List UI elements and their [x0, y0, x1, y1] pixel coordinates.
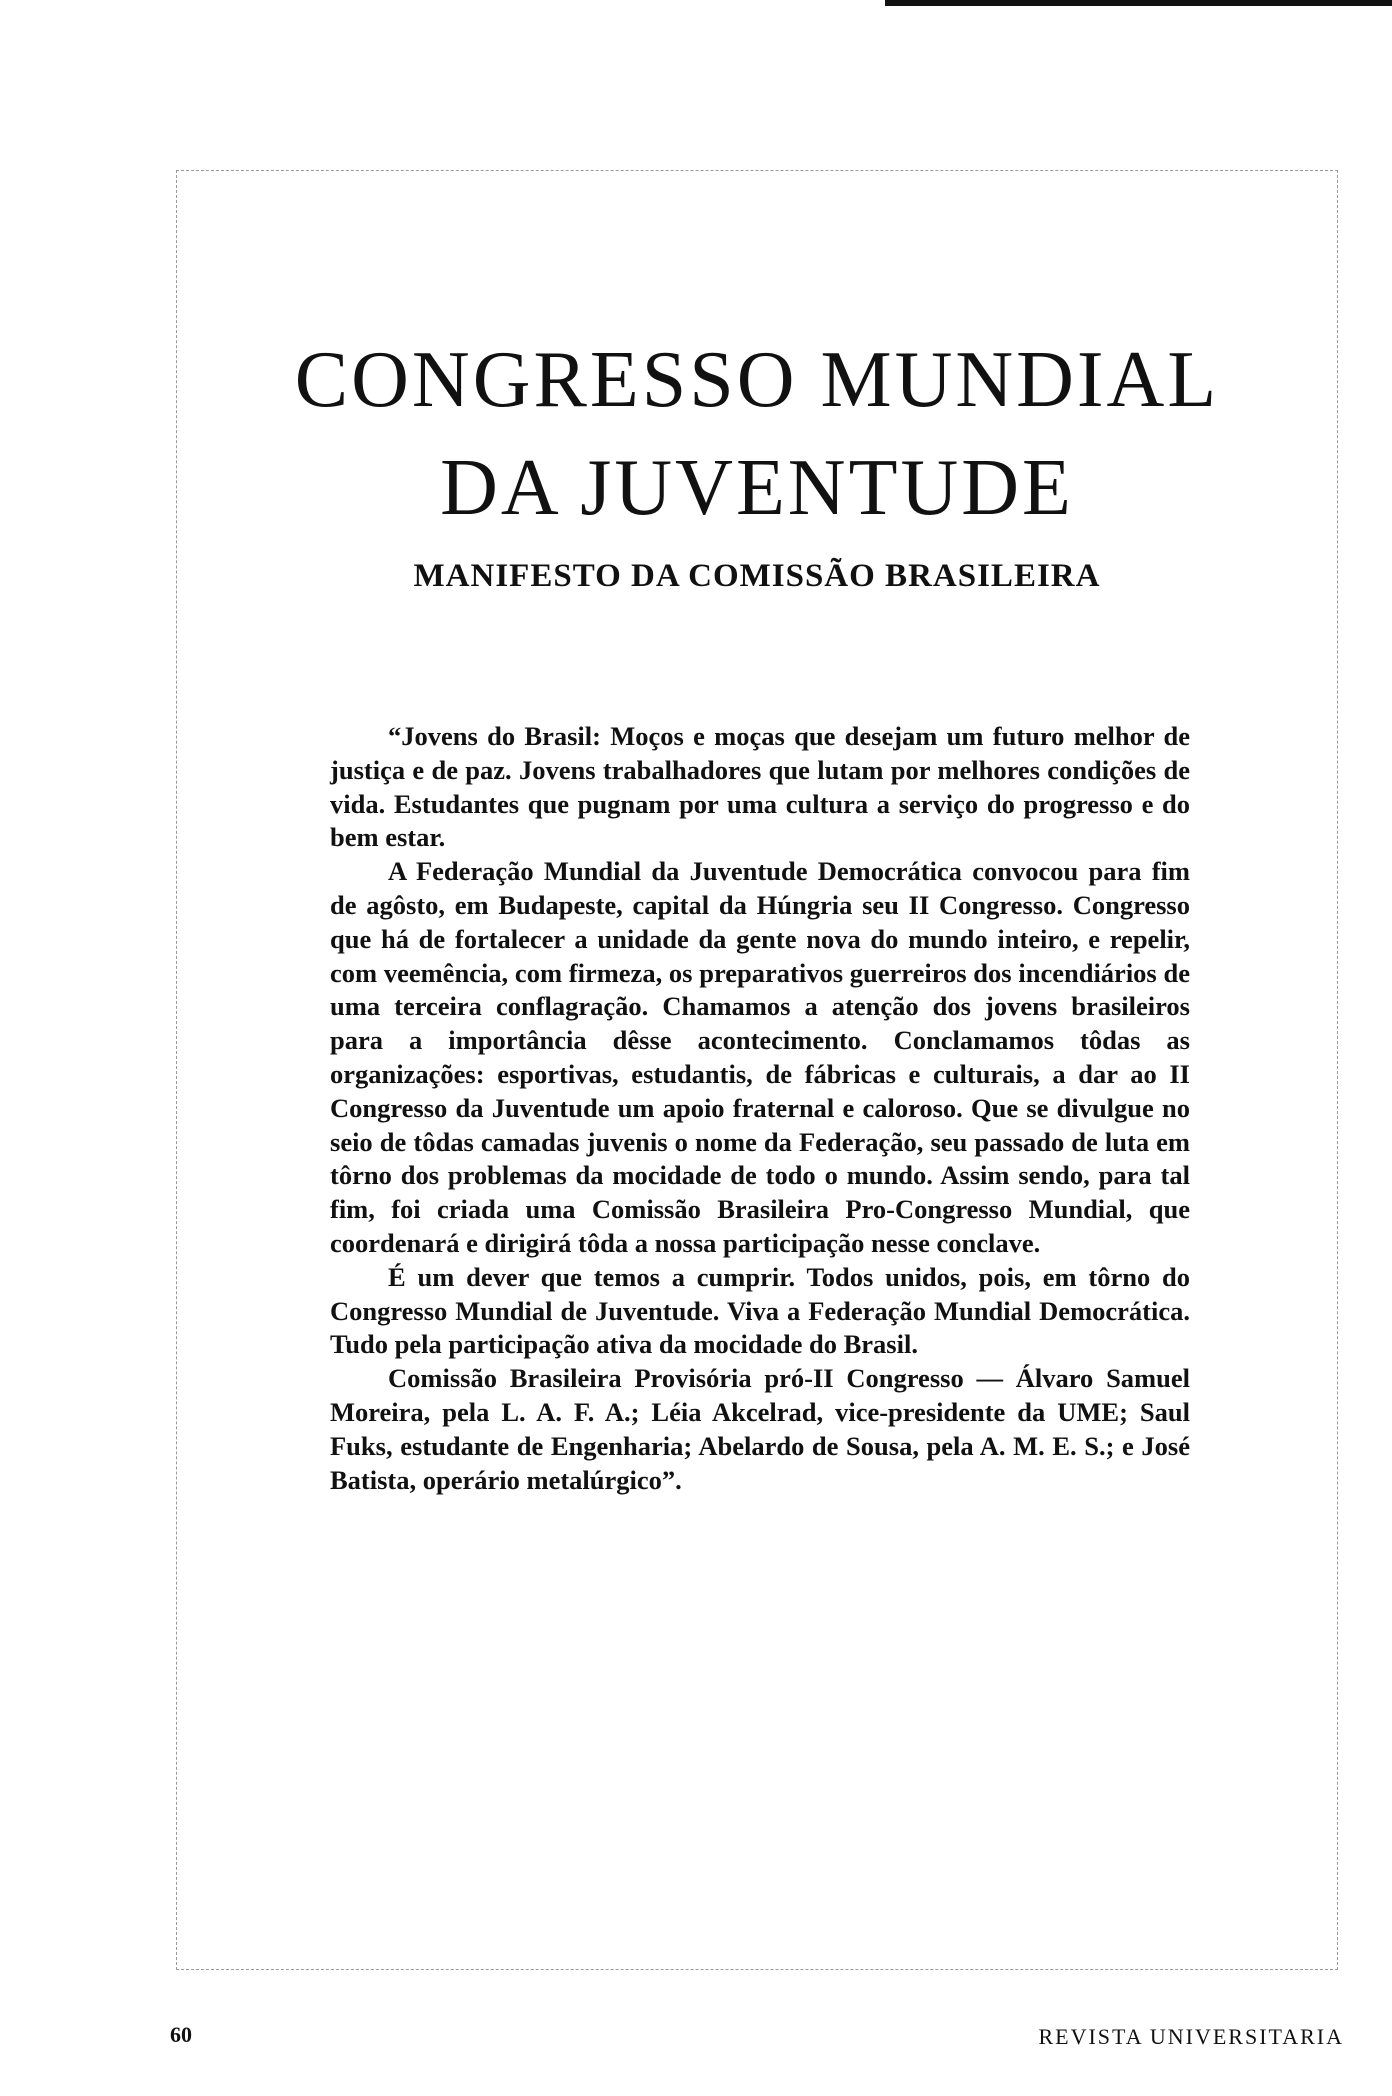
journal-name: REVISTA UNIVERSITARIA — [1038, 2024, 1344, 2049]
paragraph-4: Comissão Brasileira Provisória pró-II Congresso — Álvaro Samuel Moreira, pela L. A. F. A.; Léia Akcelrad, vice-presidente da UME; Saul Fuks, estudante de Engenharia; Abelardo de Sousa, pela A. M. E. S.; e José Batista, operário metalúrgico”. — [330, 1363, 1190, 1495]
paragraph-2: A Federação Mundial da Juventude Democrática convocou para fim de agôsto, em Budapeste, capital da Húngria seu II Congresso. Congresso que há de fortalecer a unidade da gente nova do mundo inteiro, e repelir, com veemência, com firmeza, os preparativos guerreiros dos incendiários de uma terceira conflagração. Chamamos a atenção dos jovens brasileiros para a importância dêsse acontecimento. Conclamamos tôdas as organizações: esportivas, estudantis, de fábricas e culturais, a dar ao II Congresso da Juventude um apoio fraternal e caloroso. Que se divulgue no seio de tôdas camadas juvenis o nome da Federação, seu passado de luta em tôrno dos problemas da mocidade de todo o mundo. Assim sendo, para tal fim, foi criada uma Comissão Brasileira Pro-Congresso Mundial, que coordenará e dirigirá tôda a nossa participação nesse conclave. — [330, 856, 1190, 1258]
paragraph-3: É um dever que temos a cumprir. Todos unidos, pois, em tôrno do Congresso Mundial de Juventude. Viva a Federação Mundial Democrática. Tudo pela participação ativa da mocidade do Brasil. — [330, 1261, 1190, 1360]
page-number: 60 — [170, 2022, 192, 2047]
article-body — [330, 720, 1190, 1497]
article-subtitle: MANIFESTO DA COMISSÃO BRASILEIRA — [413, 558, 1101, 594]
article-title-line-1: CONGRESSO MUNDIAL — [294, 336, 1220, 424]
top-edge-rule — [885, 0, 1392, 6]
article-title-line-2: DA JUVENTUDE — [440, 444, 1074, 532]
paragraph-1: “Jovens do Brasil: Moços e moças que desejam um futuro melhor de justiça e de paz. Jovens trabalhadores que lutam por melhores condições de vida. Estudantes que pugnam por uma cultura a serviço do progresso e do bem estar. — [330, 721, 1190, 853]
